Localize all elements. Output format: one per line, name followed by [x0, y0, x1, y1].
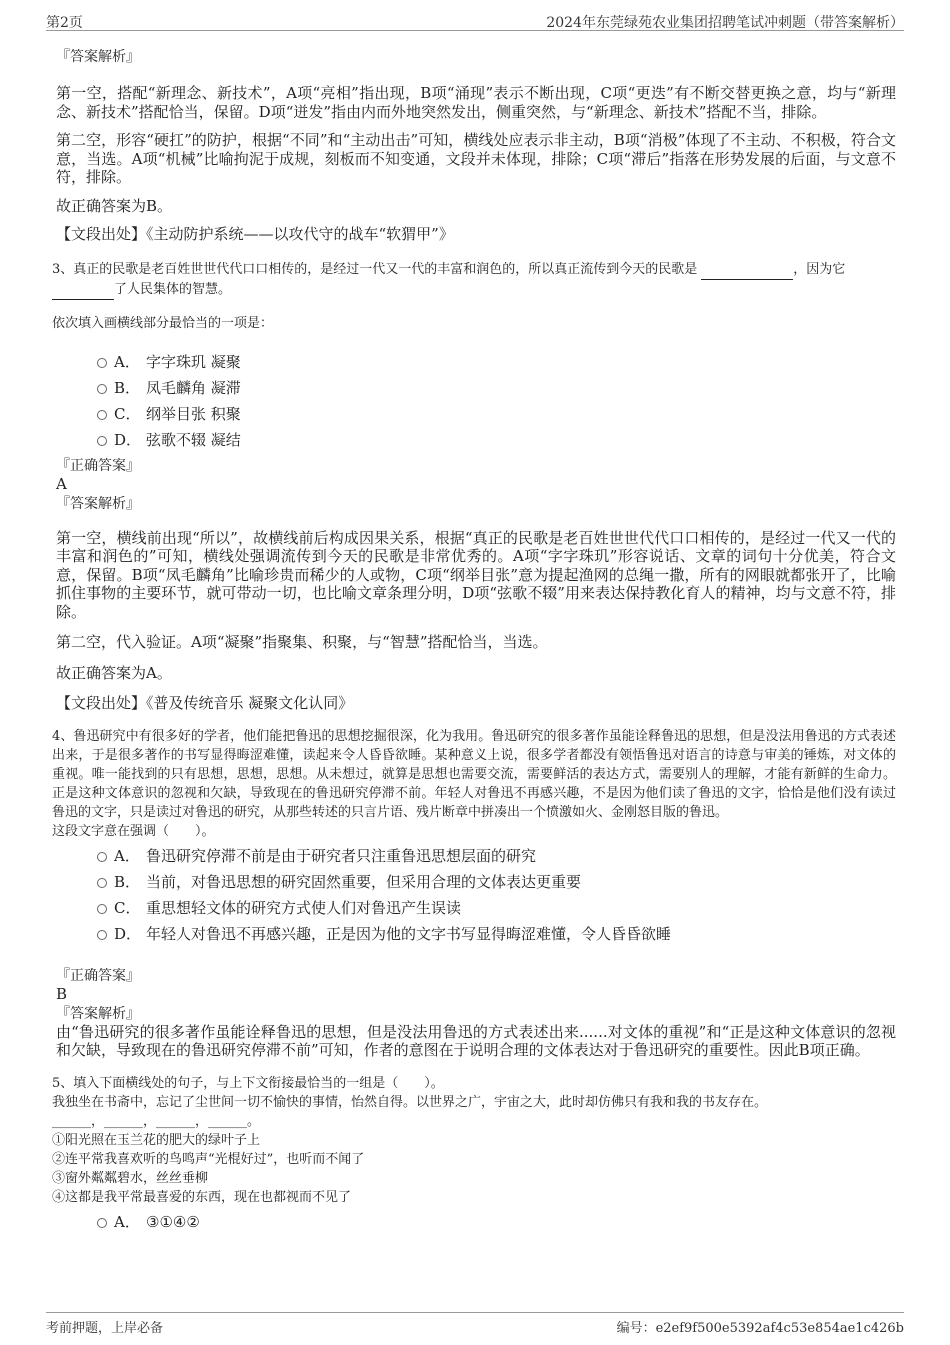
option-a[interactable]: A． 鲁迅研究停滞不前是由于研究者只注重鲁迅思想层面的研究 [56, 843, 896, 869]
answer-analysis-label: 『答案解析』 [56, 495, 140, 512]
option-d[interactable]: D． 年轻人对鲁迅不再感兴趣，正是因为他的文字书写显得晦涩难懂，令人昏昏欲睡 [56, 921, 896, 947]
answer-conclusion: 故正确答案为B。 [56, 196, 173, 215]
radio-button[interactable] [97, 410, 107, 420]
answer-conclusion: 故正确答案为A。 [56, 663, 172, 682]
radio-button[interactable] [97, 878, 107, 888]
blank-line [701, 260, 793, 280]
page-header [46, 8, 904, 31]
analysis-paragraph: 由“鲁迅研究的很多著作虽能诠释鲁迅的思想，但是没法用鲁迅的方式表述出来......对文体的重视”和“正是这种文体意识的忽视和欠缺，导致现在的鲁迅研究停滞不前”可知，作者的意图在于说明合理的文体表达对于鲁迅研究的重要性。因此B项正确。 [56, 1022, 896, 1059]
document-title: 2024年东莞绿苑农业集团招聘笔试冲刺题（带答案解析） [546, 15, 904, 31]
sentence-item: ③窗外粼粼碧水，丝丝垂柳 [52, 1170, 209, 1186]
question-stem: 5、填入下面横线处的句子，与上下文衔接最恰当的一组是（ ）。 [52, 1075, 444, 1091]
option-d[interactable]: D． 弦歌不辍 凝结 [56, 427, 896, 453]
footer-slogan: 考前押题，上岸必备 [46, 1321, 164, 1336]
question-blanks: ______，______，______，______。 [52, 1113, 261, 1129]
question-instruction: 依次填入画横线部分最恰当的一项是： [52, 315, 274, 331]
option-c[interactable]: C． 纲举目张 积聚 [56, 401, 896, 427]
question-stem: 3、真正的民歌是老百姓世世代代口口相传的，是经过一代又一代的丰富和润色的，所以真正流传到今天的民歌是 ，因为它 了人民集体的智慧。 [52, 260, 896, 300]
sentence-item: ④这都是我平常最喜爱的东西，现在也都视而不见了 [52, 1189, 352, 1205]
correct-answer: A [56, 474, 67, 493]
source-citation: 【文段出处】《主动防护系统——以攻代守的战车“软猬甲”》 [56, 225, 454, 243]
option-list [56, 843, 896, 947]
option-b[interactable]: B． 凤毛麟角 凝滞 [56, 375, 896, 401]
blank-line [52, 280, 114, 300]
question-stem: 4、鲁迅研究中有很多好的学者，他们能把鲁迅的思想挖掘很深，化为我用。鲁迅研究的很多著作虽能诠释鲁迅的思想，但是没法用鲁迅的方式表述出来，于是很多著作的书写显得晦涩难懂，读起来令人昏昏欲睡。某种意义上说，很多学者都没有领悟鲁迅对语言的诗意与审美的锤炼，对文体的重视。唯一能找到的只有思想，思想，思想。从未想过，就算是思想也需要交流，需要鲜活的表达方式，需要别人的理解，才能有新鲜的生命力。正是这种文体意识的忽视和欠缺，导致现在的鲁迅研究停滞不前。年轻人对鲁迅不再感兴趣，不是因为他们读了鲁迅的文字，恰恰是他们没有读过鲁迅的文字，只是读过对鲁迅的研究，从那些转述的只言片语、残片断章中拼凑出一个愤激如火、金刚怒目版的鲁迅。 [52, 728, 896, 820]
sentence-item: ①阳光照在玉兰花的肥大的绿叶子上 [52, 1132, 261, 1148]
question-prompt: 这段文字意在强调（ ）。 [52, 823, 215, 839]
document-body [52, 44, 896, 1235]
page-footer [46, 1312, 904, 1343]
radio-button[interactable] [97, 852, 107, 862]
sentence-item: ②连平常我喜欢听的鸟鸣声“光棍好过”，也听而不闻了 [52, 1151, 365, 1167]
radio-button[interactable] [97, 904, 107, 914]
page-number: 第2页 [46, 15, 83, 31]
analysis-paragraph: 第一空，搭配“新理念、新技术”，A项“亮相”指出现，B项“涌现”表示不断出现，C项“更迭”有不断交替更换之意，均与“新理念、新技术”搭配恰当，保留。D项“迸发”指由内而外地突然发出，侧重突然，与“新理念、新技术”搭配不当，排除。 [56, 84, 896, 121]
radio-button[interactable] [97, 358, 107, 368]
radio-button[interactable] [97, 436, 107, 446]
option-c[interactable]: C． 重思想轻文体的研究方式使人们对鲁迅产生误读 [56, 895, 896, 921]
correct-answer: B [56, 984, 68, 1003]
document-id: 编号：e2ef9f500e5392af4c53e854ae1c426b [616, 1321, 904, 1336]
source-citation: 【文段出处】《普及传统音乐 凝聚文化认同》 [56, 694, 354, 712]
correct-answer-label: 『正确答案』 [56, 967, 140, 984]
analysis-paragraph: 第二空，代入验证。A项“凝聚”指聚集、积聚，与“智慧”搭配恰当，当选。 [56, 633, 548, 651]
option-list [56, 1209, 896, 1235]
option-b[interactable]: B． 当前，对鲁迅思想的研究固然重要，但采用合理的文体表达更重要 [56, 869, 896, 895]
option-list [56, 349, 896, 453]
radio-button[interactable] [97, 930, 107, 940]
correct-answer-label: 『正确答案』 [56, 457, 140, 474]
question-passage: 我独坐在书斋中，忘记了尘世间一切不愉快的事情，怡然自得。以世界之广，宇宙之大，此时却仿佛只有我和我的书友存在。 [52, 1094, 768, 1110]
option-a[interactable]: A． ③①④② [56, 1209, 896, 1235]
radio-button[interactable] [97, 1218, 107, 1228]
answer-analysis-label: 『答案解析』 [56, 49, 140, 65]
analysis-paragraph: 第一空，横线前出现“所以”，故横线前后构成因果关系，根据“真正的民歌是老百姓世世代代口口相传的，是经过一代又一代的丰富和润色的”可知，横线处强调流传到今天的民歌是非常优秀的。A项“字字珠玑”形容说话、文章的词句十分优美，符合文意，保留。B项“凤毛麟角”比喻珍贵而稀少的人或物，C项“纲举目张”意为提起渔网的总绳一撒，所有的网眼就都张开了，比喻抓住事物的主要环节，就可带动一切，也比喻文章条理分明，D项“弦歌不辍”用来表达保持教化育人的精神，均与文意不符，排除。 [56, 528, 896, 621]
radio-button[interactable] [97, 384, 107, 394]
analysis-paragraph: 第二空，形容“硬扛”的防护，根据“不同”和“主动出击”可知，横线处应表示非主动，B项“消极”体现了不主动、不积极，符合文意，当选。A项“机械”比喻拘泥于成规，刻板而不知变通，文段并未体现，排除；C项“滞后”指落在形势发展的后面，与文意不符，排除。 [56, 131, 896, 186]
answer-analysis-label: 『答案解析』 [56, 1005, 140, 1022]
option-a[interactable]: A． 字字珠玑 凝聚 [56, 349, 896, 375]
